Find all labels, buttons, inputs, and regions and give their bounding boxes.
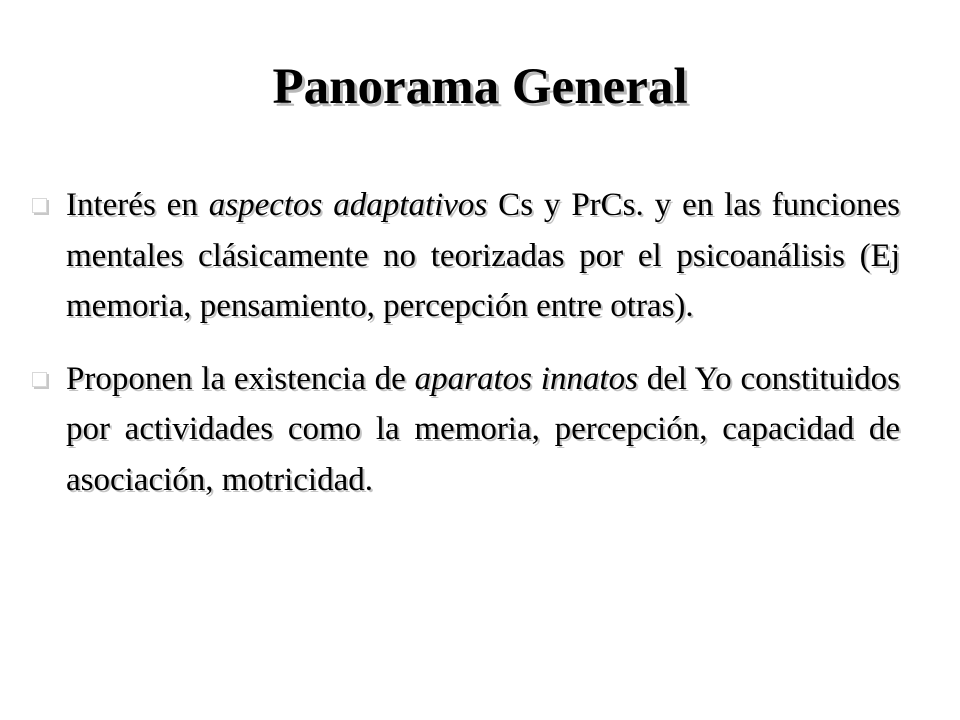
bullet-emphasis: aparatos innatos [414, 360, 638, 397]
bullet-emphasis: aspectos adaptativos [208, 187, 488, 223]
bullet-text [66, 187, 900, 324]
bullet-segment: Cs y PrCs. y en las funciones mentales clásicamente no teorizadas por el psicoanálisis (Ej memoria, pensamiento, percepción entre otras). [66, 187, 900, 324]
bullet-segment: del Yo constituidos por actividades como la memoria, percepción, capacidad de asociación, motricidad. [66, 360, 900, 498]
bullet-text [66, 361, 900, 498]
bullet-segment: Proponen la existencia de [66, 360, 415, 397]
bullet-item [28, 354, 900, 506]
bullet-item [28, 180, 900, 332]
slide-title: Panorama General [272, 59, 688, 115]
square-bullet-icon [32, 198, 47, 213]
bullet-segment: Interés en [66, 187, 209, 223]
square-bullet-icon [32, 372, 47, 387]
bullet-list [28, 180, 900, 527]
